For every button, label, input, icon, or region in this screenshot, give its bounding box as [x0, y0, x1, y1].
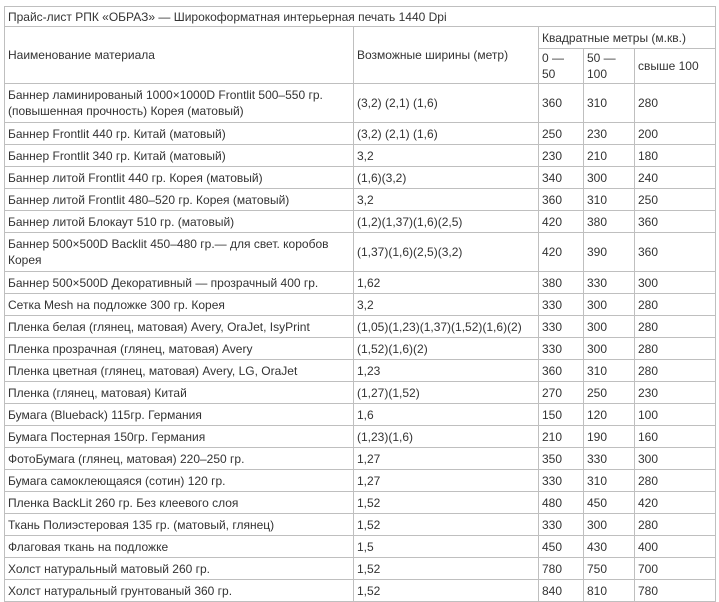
widths-cell: 1,52 [354, 558, 539, 580]
price-0-50-cell: 330 [539, 514, 584, 536]
table-row [5, 294, 716, 316]
material-name-cell: Баннер литой Frontlit 480–520 гр. Корея (матовый) [5, 189, 354, 211]
table-row [5, 84, 716, 123]
table-row [5, 448, 716, 470]
material-name-cell: Флаговая ткань на подложке [5, 536, 354, 558]
widths-cell: 3,2 [354, 189, 539, 211]
widths-header: Возможные ширины (метр) [354, 27, 539, 84]
price-50-100-cell: 190 [584, 426, 635, 448]
price-list [4, 6, 715, 602]
price-over-100-cell: 250 [635, 189, 716, 211]
price-50-100-cell: 250 [584, 382, 635, 404]
material-name-cell: Баннер Frontlit 440 гр. Китай (матовый) [5, 123, 354, 145]
table-row [5, 123, 716, 145]
price-50-100-cell: 210 [584, 145, 635, 167]
price-0-50-cell: 350 [539, 448, 584, 470]
widths-cell: (1,37)(1,6)(2,5)(3,2) [354, 233, 539, 272]
price-0-50-cell: 330 [539, 470, 584, 492]
square-meters-header: Квадратные метры (м.кв.) [539, 27, 716, 49]
price-over-100-cell: 280 [635, 360, 716, 382]
widths-cell: 1,62 [354, 272, 539, 294]
widths-cell: 3,2 [354, 294, 539, 316]
table-row [5, 167, 716, 189]
price-table [4, 6, 716, 602]
table-row [5, 426, 716, 448]
widths-cell: 1,23 [354, 360, 539, 382]
price-0-50-cell: 330 [539, 316, 584, 338]
widths-cell: (1,52)(1,6)(2) [354, 338, 539, 360]
price-50-100-cell: 450 [584, 492, 635, 514]
material-name-cell: Пленка (глянец, матовая) Китай [5, 382, 354, 404]
price-over-100-cell: 780 [635, 580, 716, 602]
price-over-100-cell: 180 [635, 145, 716, 167]
price-0-50-cell: 330 [539, 338, 584, 360]
price-50-100-cell: 810 [584, 580, 635, 602]
table-row [5, 514, 716, 536]
price-over-100-cell: 280 [635, 338, 716, 360]
widths-cell: 1,27 [354, 448, 539, 470]
price-50-100-cell: 300 [584, 167, 635, 189]
material-name-cell: Бумага Постерная 150гр. Германия [5, 426, 354, 448]
range-header-over-100: свыше 100 [635, 49, 716, 84]
price-50-100-cell: 380 [584, 211, 635, 233]
table-row [5, 316, 716, 338]
price-over-100-cell: 100 [635, 404, 716, 426]
price-over-100-cell: 420 [635, 492, 716, 514]
material-name-cell: Холст натуральный матовый 260 гр. [5, 558, 354, 580]
price-over-100-cell: 360 [635, 233, 716, 272]
price-over-100-cell: 300 [635, 448, 716, 470]
table-row [5, 404, 716, 426]
price-50-100-cell: 330 [584, 448, 635, 470]
price-over-100-cell: 280 [635, 514, 716, 536]
price-50-100-cell: 750 [584, 558, 635, 580]
table-row [5, 272, 716, 294]
price-0-50-cell: 340 [539, 167, 584, 189]
material-name-cell: Баннер литой Блокаут 510 гр. (матовый) [5, 211, 354, 233]
widths-cell: (1,2)(1,37)(1,6)(2,5) [354, 211, 539, 233]
material-name-cell: ФотоБумага (глянец, матовая) 220–250 гр. [5, 448, 354, 470]
price-over-100-cell: 280 [635, 316, 716, 338]
price-50-100-cell: 390 [584, 233, 635, 272]
header-row [5, 27, 716, 49]
price-over-100-cell: 360 [635, 211, 716, 233]
widths-cell: 1,27 [354, 470, 539, 492]
material-name-cell: Баннер Frontlit 340 гр. Китай (матовый) [5, 145, 354, 167]
price-over-100-cell: 400 [635, 536, 716, 558]
widths-cell: (3,2) (2,1) (1,6) [354, 84, 539, 123]
price-0-50-cell: 270 [539, 382, 584, 404]
table-row [5, 470, 716, 492]
price-0-50-cell: 380 [539, 272, 584, 294]
price-0-50-cell: 480 [539, 492, 584, 514]
price-0-50-cell: 420 [539, 233, 584, 272]
price-over-100-cell: 230 [635, 382, 716, 404]
table-body [5, 84, 716, 602]
table-row [5, 558, 716, 580]
widths-cell: 3,2 [354, 145, 539, 167]
material-name-cell: Пленка цветная (глянец, матовая) Avery, LG, OraJet [5, 360, 354, 382]
price-50-100-cell: 300 [584, 514, 635, 536]
material-name-cell: Баннер литой Frontlit 440 гр. Корея (матовый) [5, 167, 354, 189]
price-50-100-cell: 230 [584, 123, 635, 145]
widths-cell: 1,52 [354, 580, 539, 602]
table-row [5, 338, 716, 360]
widths-cell: 1,6 [354, 404, 539, 426]
widths-cell: 1,52 [354, 514, 539, 536]
widths-cell: 1,52 [354, 492, 539, 514]
price-0-50-cell: 150 [539, 404, 584, 426]
table-row [5, 536, 716, 558]
table-row [5, 580, 716, 602]
price-50-100-cell: 310 [584, 470, 635, 492]
range-header-50-100: 50 — 100 [584, 49, 635, 84]
widths-cell: (1,27)(1,52) [354, 382, 539, 404]
widths-cell: 1,5 [354, 536, 539, 558]
material-name-cell: Бумага самоклеющаяся (сотин) 120 гр. [5, 470, 354, 492]
price-over-100-cell: 280 [635, 470, 716, 492]
material-name-cell: Баннер 500×500D Декоративный — прозрачный 400 гр. [5, 272, 354, 294]
price-over-100-cell: 200 [635, 123, 716, 145]
table-row [5, 360, 716, 382]
price-0-50-cell: 840 [539, 580, 584, 602]
material-name-cell: Ткань Полиэстеровая 135 гр. (матовый, глянец) [5, 514, 354, 536]
price-0-50-cell: 360 [539, 84, 584, 123]
table-row [5, 189, 716, 211]
table-row [5, 382, 716, 404]
material-name-cell: Пленка белая (глянец, матовая) Avery, OraJet, IsyPrint [5, 316, 354, 338]
price-0-50-cell: 360 [539, 360, 584, 382]
widths-cell: (1,6)(3,2) [354, 167, 539, 189]
material-name-cell: Сетка Mesh на подложке 300 гр. Корея [5, 294, 354, 316]
material-name-cell: Баннер 500×500D Backlit 450–480 гр.— для свет. коробов Корея [5, 233, 354, 272]
price-0-50-cell: 420 [539, 211, 584, 233]
price-50-100-cell: 310 [584, 84, 635, 123]
price-50-100-cell: 310 [584, 189, 635, 211]
material-name-cell: Пленка прозрачная (глянец, матовая) Avery [5, 338, 354, 360]
price-50-100-cell: 300 [584, 338, 635, 360]
price-0-50-cell: 450 [539, 536, 584, 558]
price-0-50-cell: 210 [539, 426, 584, 448]
price-0-50-cell: 330 [539, 294, 584, 316]
price-over-100-cell: 240 [635, 167, 716, 189]
table-row [5, 492, 716, 514]
price-50-100-cell: 310 [584, 360, 635, 382]
material-name-cell: Холст натуральный грунтованый 360 гр. [5, 580, 354, 602]
widths-cell: (3,2) (2,1) (1,6) [354, 123, 539, 145]
material-name-cell: Баннер ламинированый 1000×1000D Frontlit 500–550 гр. (повышенная прочность) Корея (матовый) [5, 84, 354, 123]
range-header-0-50: 0 — 50 [539, 49, 584, 84]
widths-cell: (1,05)(1,23)(1,37)(1,52)(1,6)(2) [354, 316, 539, 338]
material-name-cell: Бумага (Blueback) 115гр. Германия [5, 404, 354, 426]
price-over-100-cell: 300 [635, 272, 716, 294]
material-header: Наименование материала [5, 27, 354, 84]
price-over-100-cell: 160 [635, 426, 716, 448]
price-over-100-cell: 280 [635, 294, 716, 316]
price-50-100-cell: 300 [584, 294, 635, 316]
price-50-100-cell: 120 [584, 404, 635, 426]
widths-cell: (1,23)(1,6) [354, 426, 539, 448]
material-name-cell: Пленка BackLit 260 гр. Без клеевого слоя [5, 492, 354, 514]
table-row [5, 211, 716, 233]
price-0-50-cell: 250 [539, 123, 584, 145]
price-over-100-cell: 700 [635, 558, 716, 580]
price-50-100-cell: 330 [584, 272, 635, 294]
table-row [5, 233, 716, 272]
price-50-100-cell: 430 [584, 536, 635, 558]
price-0-50-cell: 230 [539, 145, 584, 167]
price-0-50-cell: 360 [539, 189, 584, 211]
title-row [5, 7, 716, 27]
price-50-100-cell: 300 [584, 316, 635, 338]
table-row [5, 145, 716, 167]
price-over-100-cell: 280 [635, 84, 716, 123]
price-0-50-cell: 780 [539, 558, 584, 580]
table-title: Прайс-лист РПК «ОБРАЗ» — Широкоформатная интерьерная печать 1440 Dpi [5, 7, 716, 27]
